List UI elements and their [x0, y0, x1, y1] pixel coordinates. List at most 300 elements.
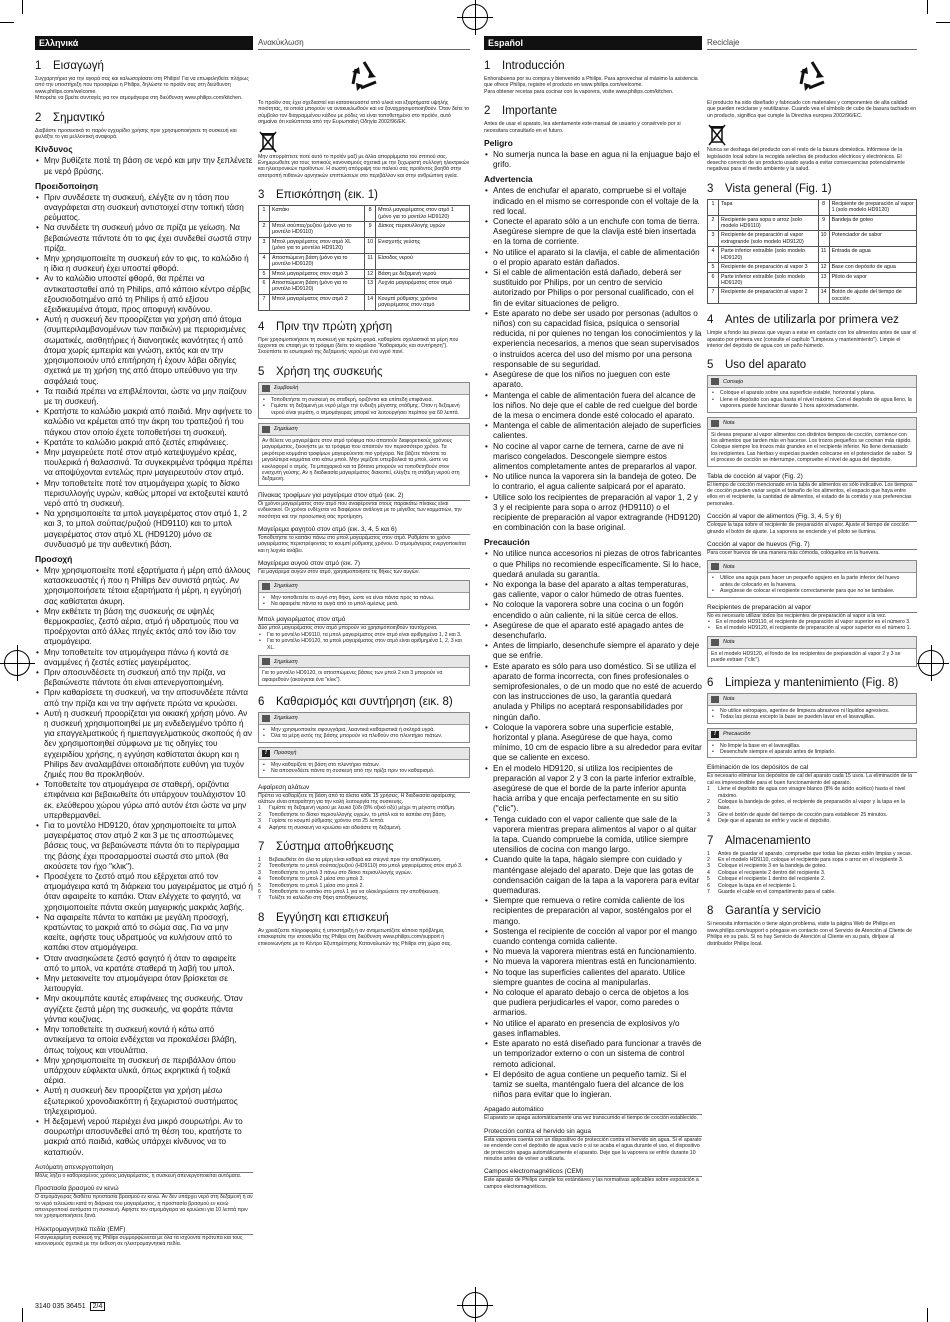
list-item: 4 Coloque el recipiente 2 dentro del recipiente 3. — [707, 869, 826, 876]
parts-table — [707, 199, 917, 304]
list-item: • Να αφαιρείτε πάντα τα αυγά από το μπολ αμέσως μετά. — [262, 601, 466, 607]
warning-heading: Advertencia — [484, 174, 533, 185]
list-item: 1 Antes de guardar el aparato, compruebe que todas las piezas estén limpias y secas. — [707, 850, 913, 857]
warning-list — [484, 186, 702, 533]
paragraph: Πριν χρησιμοποιήσετε τη συσκευή για πρώτη φορά, καθαρίστε σχολαστικά τα μέρη που έρχονται σε επαφή με τα τρόφιμα (δείτε το κεφάλαιο "Καθαρισμός και συντήρηση"). Σκουπίστε το εσωτερικό της δεξαμενής νερού με ένα υγρό πανί. — [258, 336, 459, 356]
section-heading: 7 Σύστημα αποθήκευσης — [258, 840, 394, 853]
section-heading: 5 Uso del aparato — [707, 359, 807, 372]
list-item: • Desenchufe siempre el aparato antes de limpiarlo. — [711, 749, 913, 755]
registration-mark-left — [4, 650, 30, 676]
section-heading: 4 Πριν την πρώτη χρήση — [258, 320, 393, 333]
list-item: • Asegúrese de colocar el recipiente correctamente para que no se tambalee. — [711, 588, 913, 594]
list-item: • Utilice una aguja para hacer un pequeño agujero en la parte inferior del huevo antes de colocarlo en la huevera. — [711, 575, 913, 588]
registration-mark-right — [918, 650, 944, 676]
tip-icon — [262, 385, 270, 392]
paragraph: El tiempo de cocción mencionado en la tabla de alimentos es sólo indicativo. Los tiempos de cocción pueden variar según el tamaño de los alimentos, el espacio que haya entre ellos en el recipiente, la cantidad de alimentos, el estado de la comida y sus preferencias personales. — [707, 481, 913, 507]
list-item: • Coloque la vaporera sobre una superficie estable, horizontal y plana. Asegúrese de que haya, como mínimo, 10 cm de espacio libre a su alrededor para evitar que se caliente en exceso. — [484, 723, 702, 764]
note-box: Nota Si desea preparar al vapor alimentos con distintos tiempos de cocción, comience con los alimentos que tarden más en hacerse. Los trozos pequeños se cocinan más rápido. Coloque siempre los trozos más grandes en el recipiente inferior. No llene demasiado los recipientes. Las hierbas y especias pueden colocarse en el potenciador de sabor. Si el proceso de cocción se interrumpe, compruebe el nivel de agua del depósito. — [707, 417, 917, 467]
list-item: • Όταν ανασηκώσετε ζεστό φαγητό ή όταν το αφαιρείτε από το μπολ, να κρατάτε σταθερά τη λαβή του μπολ. — [35, 954, 253, 974]
list-item: • Αυτή η συσκευή δεν προορίζεται για χρήση από άτομα (συμπεριλαμβανομένων των παιδιών) με περιορισμένες σωματικές, αισθητήριες ή διανοητικές ικανότητες ή από άτομα χωρίς εμπειρία και γνώση, εκτός και αν την χρησιμοποιούν υπό επιτήρηση ή έχουν λάβει οδηγίες σχετικά με τη χρήση της από άτομο υπεύθυνο για την ασφάλειά τους. — [35, 315, 253, 386]
crop-mark — [22, 0, 23, 14]
list-item: 7 Guarde el cable en el compartimento para el cable. — [707, 889, 836, 895]
table-row — [708, 247, 917, 263]
part-name: Recipiente de preparación al vapor extragrande (solo modelo HD9120) — [719, 231, 819, 247]
paragraph: Ο ατμομάγειρας διαθέτει προστασία βρασμού εν κενώ. Αν δεν υπάρχει νερό στη δεξαμενή ή αν το νερό τελειώσει κατά τη διάρκεια του μαγειρέματος, η προστασία βρασμού εν κενώ απενεργοποιεί αυτόματα τη συσκευή. Αφήστε τον ατμομάγειρα να κρυώσει για 10 λεπτά πριν τον χρησιμοποιήσετε ξανά. — [35, 1194, 253, 1220]
list-item: 2 En el modelo HD9110, coloque el recipiente para sopa o arroz en el recipiente 3. — [707, 856, 904, 863]
subsection-title: Προστασία βρασμού εν κενώ — [35, 1185, 253, 1194]
paragraph: Για μαγείρεμα αυγών στον ατμό, χρησιμοποιήστε τις θήκες των αυγών. — [258, 569, 420, 576]
paragraph: El producto ha sido diseñado y fabricado con materiales y componentes de alta calidad que pueden reciclarse y reutilizarse. Cuando vea el símbolo de cubo de basura tachado en un producto, significa que cumple la Directiva europea 2002/96/EC. — [707, 100, 917, 119]
list-item: • Μην βυθίζετε ποτέ τη βάση σε νερό και μην την ξεπλένετε με νερό βρύσης. — [35, 156, 253, 176]
part-number: 3 — [708, 231, 719, 247]
table-row — [259, 222, 470, 238]
list-item: • Antes de enchufar el aparato, compruebe si el voltaje indicado en el mismo se corresponde con el voltaje de la red local. — [484, 186, 702, 217]
list-item: 2 Coloque la bandeja de goteo, el recipiente de preparación al vapor y la tapa en la base. — [707, 798, 905, 812]
part-name: Λυχνία μαγειρέματος στον ατμό — [376, 278, 470, 294]
crossed-bin-icon — [258, 130, 278, 154]
list-item: • Este aparato no está diseñado para funcionar a través de un temporizador externo o con un sistema de control remoto adicional. — [484, 1039, 702, 1070]
section-heading: 3 Επισκόπηση (εικ. 1) — [258, 189, 378, 202]
part-name: Είσοδος νερού — [376, 253, 470, 269]
storage-steps — [258, 857, 470, 902]
paragraph: Μπορείτε να βρείτε συνταγές για τον ατμομάγειρα στη διεύθυνση www.philips.com/kitchen. — [35, 95, 243, 102]
part-name: Αποσπώμενη βάση (μόνο για το μοντέλο HD9120) — [270, 253, 365, 269]
page-footer — [35, 1302, 105, 1311]
subsection-title: Eliminación de los depósitos de cal — [707, 764, 917, 773]
table-row — [259, 269, 470, 278]
part-number: 5 — [259, 269, 270, 278]
note-box: Σημείωση • Μην τοποθετείτε το αυγό στη θήκη, ώστε να είναι πάντα προς τα πάνω. • Να αφαιρείτε πάντα τα αυγά από το μπολ αμέσως μετά. — [258, 580, 470, 611]
part-number: 7 — [708, 288, 719, 304]
part-number: 8 — [818, 199, 829, 215]
subsection-title: Tabla de cocción al vapor (Fig. 2) — [707, 473, 917, 482]
list-item: • Este aparato es sólo para uso doméstico. Si se utiliza el aparato de forma incorrecta, con fines profesionales o semiprofesionales, o de un modo que no esté de acuerdo con las instrucciones de uso, la garantía quedará anulada y Philips no aceptará responsabilidades por ningún daño. — [484, 662, 702, 723]
list-item: 3 Coloque el recipiente 3 en la bandeja de goteo. — [707, 863, 827, 870]
recycle-icon — [707, 58, 917, 94]
note-icon — [262, 715, 270, 722]
danger-heading: Peligro — [484, 138, 513, 149]
note-box: Nota • Utilice una aguja para hacer un pequeño agujero en la parte inferior del huevo antes de colocarlo en la huevera. • Asegúrese de colocar el recipiente correctamente para que no se tambalee. — [707, 560, 917, 597]
tip-box: Συμβουλή • Τοποθετήστε τη συσκευή σε σταθερή, οριζόντια και επίπεδη επιφάνεια. • Γεμίστε τη δεξαμενή με νερό μέχρι την ένδειξη μέγιστης στάθμης. Όταν η δεξαμενή νερού είναι γεμάτη, ο ατμομάγειρας μπορεί να λειτουργήσει περίπου για 60 λεπτά. — [258, 382, 470, 419]
subsection-title: Αφαίρεση αλάτων — [258, 784, 470, 793]
part-number: 14 — [818, 288, 829, 304]
part-name: Parte inferior extraíble (solo modelo HD9120) — [719, 247, 819, 263]
list-item: • No sumerja nunca la base en agua ni la enjuague bajo el grifo. — [484, 150, 702, 170]
note-box: Σημείωση • Μην χρησιμοποιείτε σφουγγάρια, λειαντικά καθαριστικά ή σκληρά υγρά. • Όλα τα μέρη εκτός της βάσης μπορούν να πλυθούν στο πλυντήριο πιάτων. — [258, 712, 470, 743]
subsection-title: Μαγείρεμα αυγού στον ατμό (εικ. 7) — [258, 560, 470, 569]
list-item: • Utilice solo los recipientes de preparación al vapor 1, 2 y 3 y el recipiente para sopa o arroz (HD9110) o el recipiente de preparación al vapor extragrande (HD9120) en combinación con la base original. — [484, 493, 702, 534]
paragraph: Si necesita información o tiene algún problema, visite la página Web de Philips en www.philips.com/support o póngase en contacto con el Servicio de Atención al Cliente de Philips en su país. Si no hay Servicio de Atención al Cliente en su país, diríjase al distribuidor Philips local. — [707, 921, 913, 947]
part-number: 13 — [365, 278, 376, 294]
list-item: • Να αποσυνδέετε πάντα τη συσκευή από την πρίζα πριν τον καθαρισμό. — [262, 768, 466, 774]
list-item: • Τοποθετείτε τον ατμομάγειρα σε σταθερή, οριζόντια επιφάνεια και βεβαιωθείτε ότι υπάρχουν τουλάχιστον 10 εκ. ελεύθερου χώρου γύρω από αυτόν έτσι ώστε να μην υπερθερμανθεί. — [35, 780, 253, 821]
subsection-title: Αυτόματη απενεργοποίηση — [35, 1164, 253, 1173]
list-item: • No limpie la base en el lavavajillas. — [711, 743, 913, 749]
note-text: Για το μοντέλο HD9120, οι αποσπώμενες βάσεις των μπολ 2 και 3 μπορούν να αφαιρεθούν (ακούγεται ένα "κλικ"). — [262, 670, 443, 683]
list-item: • Κρατήστε το καλώδιο μακριά από παιδιά. Μην αφήνετε το καλώδιο να κρέμεται από την άκρη του τραπεζιού ή του πάγκου στον οποίο έχετε τοποθετήσει τη συσκευή. — [35, 407, 253, 438]
section-heading: 2 Σημαντικό — [35, 111, 105, 124]
part-number: 1 — [708, 199, 719, 215]
list-item: • No coloque el aparato debajo o cerca de objetos a los que pudiera perjudicarles el vapor, como paredes o armarios. — [484, 988, 702, 1019]
list-item: • Mantenga el cable de alimentación alejado de superficies calientes. — [484, 421, 702, 441]
part-name: Base con depósito de agua — [829, 263, 916, 272]
list-item: 1 Βεβαιωθείτε ότι όλα τα μέρη είναι καθαρά και στεγνά πριν την αποθήκευση. — [258, 856, 442, 863]
subsection-title: Protección contra el hervido sin agua — [484, 1128, 702, 1137]
caution-box: ! Precaución • No limpie la base en el lavavajillas. • Desenchufe siempre el aparato antes de limpiarlo. — [707, 728, 917, 759]
list-item: • Asegúrese de que el aparato esté apagado antes de desenchufarlo. — [484, 621, 702, 641]
list-item: • Πριν καθαρίσετε τη συσκευή, να την αποσυνδέετε πάντα από την πρίζα και να την αφήνετε πρώτα να κρυώσει. — [35, 688, 253, 708]
list-item: • Τα παιδιά πρέπει να επιβλέπονται, ώστε να μην παίζουν με τη συσκευή. — [35, 387, 253, 407]
paragraph: Este aparato de Philips cumple los estándares y las normativas aplicables sobre exposición a campos electromagnéticos. — [484, 1177, 699, 1190]
part-number: 1 — [259, 206, 270, 222]
list-item: • Πριν αποσυνδέσετε τη συσκευή από την πρίζα, να βεβαιώνεστε πάντοτε ότι είναι απενεργοποιημένη. — [35, 668, 253, 688]
list-item: 2 Τοποθετήστε το μπολ σούπας/ρυζιού (HD9110) στο μπολ μαγειρέματος στον ατμό 3. — [258, 863, 463, 870]
recycle-icon — [258, 58, 470, 94]
parts-table — [258, 205, 470, 310]
part-number: 11 — [365, 253, 376, 269]
part-name: Καπάκι — [270, 206, 365, 222]
paragraph: Limpie a fondo las piezas que vayan a estar en contacto con los alimentos antes de usar el aparato por primera vez (consulte el capítulo "Limpieza y mantenimiento"). Limpie el interior del depósito de agua con un paño húmedo. — [707, 330, 917, 349]
subsection-title: Cocción al vapor de huevos (Fig. 7) — [707, 541, 917, 550]
list-item: • Conecte el aparato sólo a un enchufe con toma de tierra. Asegúrese siempre de que la clavija esté bien insertada en la toma de corriente. — [484, 217, 702, 248]
registration-mark-top — [462, 4, 488, 30]
part-name: Tapa — [719, 199, 819, 215]
paragraph: Οι χρόνοι μαγειρέματος στον ατμό που αναφέρονται στους παρακάτω πίνακες είναι ενδεικτικοί. Οι χρόνοι ενδέχεται να διαφέρουν ανάλογα με το μέγεθος των κομματιών, την ποσότητα και την προσωπική σας προτίμηση. — [258, 500, 462, 520]
list-item: • No mueva la vaporera mientras está en funcionamiento. — [484, 947, 702, 957]
list-item: • Να αφαιρείτε πάντα το καπάκι με μεγάλη προσοχή, κρατώντας το μακριά από το σώμα σας. Για να μην καείτε, αφήστε τους υδρατμούς να κυλήσουν από το καπάκι στον ατμομάγειρα. — [35, 913, 253, 954]
subsection-title: Μαγείρεμα φαγητού στον ατμό (εικ. 3, 4, 5 και 6) — [258, 526, 470, 535]
part-name: Recipiente de preparación al vapor 2 — [719, 288, 819, 304]
list-item: • Μην μετακινείτε τον ατμομάγειρα όταν βρίσκεται σε λειτουργία. — [35, 974, 253, 994]
paragraph: Διαβάστε προσεκτικά το παρόν εγχειρίδιο χρήσης πριν χρησιμοποιήσετε τη συσκευή και φυλάξτε το για μελλοντική αναφορά. — [35, 127, 237, 141]
list-item: • Αν το καλώδιο υποστεί φθορά, θα πρέπει να αντικατασταθεί από τη Philips, από κάποιο κέντρο σέρβις εξουσιοδοτημένο από τη Philips ή από εξίσου εξειδικευμένα άτομα, προς αποφυγή κινδύνου. — [35, 274, 253, 315]
part-number: 2 — [259, 222, 270, 238]
descale-steps — [258, 805, 470, 831]
part-name: Entrada de agua — [829, 247, 916, 263]
note-icon — [262, 426, 270, 433]
caution-box: ! Προσοχή • Μην καθαρίζετε τη βάση στο πλυντήριο πιάτων. • Να αποσυνδέετε πάντα τη συσκευή από την πρίζα πριν τον καθαρισμό. — [258, 747, 470, 778]
paragraph: No es necesario utilizar todos los recipientes de preparación al vapor a la vez. — [707, 612, 887, 619]
part-number: 6 — [708, 272, 719, 288]
crop-mark — [927, 0, 928, 14]
paragraph: Δύο μπολ μαγειρέματος στον ατμό μπορούν να χρησιμοποιηθούν ταυτόχρονα. — [258, 625, 438, 632]
paragraph: El aparato se apaga automáticamente una vez transcurrido el tiempo de cocción establecido. — [484, 1115, 698, 1122]
note-icon — [262, 583, 270, 590]
list-item: 4 Αφήστε τη συσκευή να κρυώσει και αδειάστε τη δεξαμενή. — [258, 824, 402, 831]
part-number: 8 — [365, 206, 376, 222]
paragraph: Η συγκεκριμένη συσκευή της Philips συμμορφώνεται με όλα τα ισχύοντα πρότυπα και τους κανονισμούς σχετικά με την έκθεση σε ηλεκτρομαγνητικά πεδία. — [35, 1234, 243, 1248]
crossed-bin-icon — [707, 123, 727, 147]
part-number: 9 — [365, 222, 376, 238]
section-heading: 1 Εισαγωγή — [35, 60, 104, 72]
storage-steps — [707, 851, 917, 896]
danger-list — [35, 156, 253, 176]
table-row — [708, 272, 917, 288]
caution-heading: Precaución — [484, 537, 530, 548]
note-icon — [711, 696, 719, 703]
list-item: • Asegúrese de que los niños no jueguen con este aparato. — [484, 370, 702, 390]
list-item: • No utilice nunca accesorios ni piezas de otros fabricantes o que Philips no recomiende específicamente. Si lo hace, quedará anulada su garantía. — [484, 549, 702, 580]
part-name: Μπολ σούπας/ρυζιού (μόνο για το μοντέλο HD9110) — [270, 222, 365, 238]
paragraph: Μην απορρίπτετε ποτέ αυτό το προϊόν μαζί με άλλα απορρίμματα του σπιτιού σας. Ενημερωθείτε για τους τοπικούς κανονισμούς σχετικά με την ξεχωριστή συλλογή ηλεκτρικών και ηλεκτρονικών προϊόντων. Η σωστή απόρριψη του παλιού σας προϊόντος βοηθά στην αποτροπή πιθανών αρνητικών επιπτώσεων στο περιβάλλον και στην ανθρώπινη υγεία. — [258, 153, 470, 179]
list-item: • No mueva la vaporera mientras está en funcionamiento. — [484, 957, 702, 967]
note-text: Si desea preparar al vapor alimentos con distintos tiempos de cocción, comience con los alimentos que tarden más en hacerse. Los trozos pequeños se cocinan más rápido. Coloque siempre los trozos más grandes en el recipiente inferior. No llene demasiado los recipientes. Las hierbas y especias pueden colocarse en el potenciador de sabor. Si el proceso de cocción se interrumpe, compruebe el nivel de agua del depósito. — [711, 431, 913, 464]
paragraph: Συγχαρητήρια για την αγορά σας και καλωσορίσατε στη Philips! Για να επωφεληθείτε πλήρως από την υποστήριξη που προσφέρει η Philips, δηλώστε το προϊόν σας στη διεύθυνση www.philips.com/welcome. — [35, 76, 249, 95]
crop-mark — [936, 22, 950, 23]
bowls-list — [258, 632, 470, 651]
bowls-list — [707, 619, 917, 632]
part-name: Bandeja de goteo — [829, 215, 916, 231]
table-row — [259, 294, 470, 310]
list-item: • Αυτή η συσκευή δεν προορίζεται για χρήση μέσω εξωτερικού χρονοδιακόπτη ή ξεχωριστού συστήματος τηλεχειρισμού. — [35, 1086, 253, 1117]
section-heading: 2 Importante — [484, 105, 557, 118]
list-item: • Γεμίστε τη δεξαμενή με νερό μέχρι την ένδειξη μέγιστης στάθμης. Όταν η δεξαμενή νερού είναι γεμάτη, ο ατμομάγειρας μπορεί να λειτουργήσει περίπου για 60 λεπτά. — [262, 403, 466, 416]
list-item: • En el modelo HD9120, el recipiente de preparación al vapor superior es el número 1. — [707, 625, 917, 631]
list-item: 3 Γυρίστε το κουμπί ρύθμισης χρόνου στα 25 λεπτά. — [258, 818, 385, 825]
list-item: • Για το μοντέλο HD9120, τα μπολ μαγειρέματος στον ατμό είναι αριθμημένα 1, 2, 3 και XL. — [258, 638, 470, 651]
list-item: • Να συνδέετε τη συσκευή μόνο σε πρίζα με γείωση. Να βεβαιώνεστε πάντοτε ότι το φις έχει συνδεθεί σωστά στην πρίζα. — [35, 223, 253, 254]
greek-column-2 — [258, 36, 470, 947]
note-icon — [711, 563, 719, 570]
part-number: 2 — [708, 215, 719, 231]
table-row — [708, 288, 917, 304]
part-name: Μπολ μαγειρέματος στον ατμό 3 — [270, 269, 365, 278]
crop-mark — [0, 22, 14, 23]
list-item: • Να χρησιμοποιείτε τα μπολ μαγειρέματος στον ατμό 1, 2 και 3, το μπολ σούπας/ρυζιού (HD9110) και το μπολ μαγειρέματος στον ατμό XL (HD9120) μόνο σε συνδυασμό με την αυθεντική βάση. — [35, 509, 253, 550]
part-number: 4 — [259, 253, 270, 269]
list-item: • No cocine al vapor carne de ternera, carne de ave ni marisco congelados. Descongele siempre estos alimentos completamente antes de prepararlos al vapor. — [484, 442, 702, 473]
list-item: • Este aparato no debe ser usado por personas (adultos o niños) con su capacidad física, psíquica o sensorial reducida, ni por quienes no tengan los conocimientos y la experiencia necesarios, a menos que sean supervisados o instruidos acerca del uso del mismo por una persona responsable de su seguridad. — [484, 309, 702, 370]
list-item: • Todas las piezas excepto la base se pueden lavar en el lavavajillas. — [711, 714, 913, 720]
section-heading: 6 Καθαρισμός και συντήρηση (εικ. 8) — [258, 695, 453, 708]
note-text: En el modelo HD9120, el fondo de los recipientes de preparación al vapor 2 y 3 se puede extraer ("clic"). — [711, 650, 901, 664]
note-icon — [711, 639, 719, 646]
paragraph: Es necesario eliminar los depósitos de cal del aparato cada 15 usos. La eliminación de la cal es imprescindible para el buen funcionamiento del aparato. — [707, 773, 913, 786]
section-heading: 4 Antes de utilizarla por primera vez — [707, 314, 899, 327]
part-name: Botón de ajuste del tiempo de cocción — [829, 288, 916, 304]
subsection-title: Πίνακας τροφίμων για μαγείρεμα στον ατμό (εικ. 2) — [258, 492, 470, 501]
list-item: • Coloque el aparato sobre una superficie estable, horizontal y plana. — [711, 390, 913, 396]
table-row — [708, 263, 917, 272]
list-item: 6 Τοποθετήστε το καπάκι στο μπολ 1 για να ολοκληρώσετε την αποθήκευση. — [258, 889, 440, 895]
language-header: Ελληνικά — [35, 36, 253, 50]
greek-column-1 — [35, 36, 253, 1248]
list-item: • Πριν συνδέσετε τη συσκευή, ελέγξτε αν η τάση που αναγράφεται στη συσκευή αντιστοιχεί στην τοπική τάση ρεύματος. — [35, 193, 253, 224]
list-item: • El depósito de agua contiene un pequeño tamiz. Si el tamiz se suelta, manténgalo fuera del alcance de los niños para evitar que lo ingieran. — [484, 1070, 702, 1101]
weee-block — [707, 123, 917, 147]
paragraph: Coloque la tapa sobre el recipiente de preparación al vapor. Ajuste el tiempo de cocción girando el botón de ajuste. La vaporera se enciende y el piloto se ilumina. — [707, 522, 909, 535]
section-heading: 1 Introducción — [484, 60, 565, 72]
list-item: 4 Deje que el aparato se enfríe y vacíe el depósito. — [707, 818, 831, 825]
list-item: • Tenga cuidado con el vapor caliente que sale de la vaporera mientras prepara alimentos al vapor o al quitar la tapa. Cuando compruebe la comida, utilice siempre utensilios de cocina con mango largo. — [484, 815, 702, 856]
table-row — [259, 278, 470, 294]
list-item: • Τοποθετήστε τη συσκευή σε σταθερή, οριζόντια και επίπεδη επιφάνεια. — [262, 397, 466, 403]
part-number: 6 — [259, 278, 270, 294]
subsection-title: Campos electromagnéticos (CEM) — [484, 1168, 702, 1177]
paragraph: Πρέπει να καθαρίζετε τη βάση από τα άλατα κάθε 15 χρήσεις. Η διαδικασία αφαίρεσης αλάτων είναι απαραίτητη για την καλή λειτουργία της συσκευής. — [258, 792, 456, 805]
list-item: • No utilice nunca la vaporera sin la bandeja de goteo. De lo contrario, el agua caliente salpicará por el aparato. — [484, 472, 702, 492]
paragraph: Esta vaporera cuenta con un dispositivo de protección contra el hervido sin agua. Si el aparato se enciende con el depósito de agua vacío o si se acaba el agua durante el uso, el dispositivo de protección apaga automáticamente el aparato. Deje que la vaporera se enfríe durante 10 minutos antes de volver a utilizarla. — [484, 1136, 702, 1162]
table-row — [259, 206, 470, 222]
list-item: • Cuando quite la tapa, hágalo siempre con cuidado y manténgase alejado del aparato. Deje que las gotas de condensación caigan de la tapa a la vaporera para evitar quemaduras. — [484, 855, 702, 896]
part-number: 4 — [708, 247, 719, 263]
list-item: 4 Τοποθετήστε το μπολ 2 μέσα στο μπολ 3. — [258, 876, 364, 883]
note-box: Nota En el modelo HD9120, el fondo de los recipientes de preparación al vapor 2 y 3 se puede extraer ("clic"). — [707, 636, 917, 667]
list-item: • Μην χρησιμοποιείτε τη συσκευή εάν το φις, το καλώδιο ή η ίδια η συσκευή έχει υποστεί φθορά. — [35, 254, 253, 274]
list-item: • Llene el depósito con agua hasta el nivel máximo. Con el depósito de agua lleno, la vaporera puede funcionar durante 1 hora aproximadamente. — [711, 397, 913, 410]
list-item: • Antes de limpiarlo, desenchufe siempre el aparato y deje que se enfríe. — [484, 641, 702, 661]
part-name: Recipiente para sopa o arroz (solo modelo HD9110) — [719, 215, 819, 231]
caution-list — [35, 566, 253, 1158]
part-name: Κουμπί ρύθμισης χρόνου μαγειρέματος στον ατμό — [376, 294, 470, 310]
section-heading: 5 Χρήση της συσκευής — [258, 365, 383, 378]
part-number: 7 — [259, 294, 270, 310]
part-number: 3 — [259, 237, 270, 253]
list-item: • Η δεξαμενή νερού περιέχει ένα μικρό σουρωτήρι. Αν το σουρωτήρι αποσυνδεθεί από τη θέση του, κρατήστε το μακριά από παιδιά, καθώς υπάρχει κίνδυνος να το καταπιούν. — [35, 1117, 253, 1158]
section-heading: 8 Εγγύηση και επισκευή — [258, 911, 389, 924]
warning-icon: ! — [711, 731, 719, 738]
page-number: 2/4 — [90, 1302, 106, 1311]
descale-steps — [707, 786, 917, 824]
note-box: Σημείωση Για το μοντέλο HD9120, οι αποσπώμενες βάσεις των μπολ 2 και 3 μπορούν να αφαιρεθούν (ακούγεται ένα "κλικ"). — [258, 655, 470, 686]
section-heading: 7 Almacenamiento — [707, 834, 811, 847]
recycling-header: Ανακύκλωση — [258, 36, 470, 50]
list-item: • Μην τοποθετείτε το αυγό στη θήκη, ώστε να είναι πάντα προς τα πάνω. — [262, 595, 466, 601]
list-item: • No exponga la base del aparato a altas temperaturas, gas caliente, vapor o calor húmedo de otras fuentes. — [484, 580, 702, 600]
table-row — [259, 253, 470, 269]
list-item: • Μην εκθέτετε τη βάση της συσκευής σε υψηλές θερμοκρασίες, ζεστό αέρια, ατμό ή υδρατμούς που να προέρχονται από άλλες πηγές εκτός από τον ίδιο τον ατμομάγειρα. — [35, 607, 253, 648]
crop-mark — [22, 1308, 23, 1322]
part-number: 12 — [365, 269, 376, 278]
warning-icon: ! — [262, 750, 270, 757]
list-item: • No toque las superficies calientes del aparato. Utilice siempre guantes de cocina al manipularlas. — [484, 968, 702, 988]
list-item: • Όλα τα μέρη εκτός της βάσης μπορούν να πλυθούν στο πλυντήριο πιάτων. — [262, 733, 466, 739]
section-heading: 6 Limpieza y mantenimiento (Fig. 8) — [707, 676, 899, 689]
list-item: • Μην χρησιμοποιείτε σφουγγάρια, λειαντικά καθαριστικά ή σκληρά υγρά. — [262, 727, 466, 733]
subsection-title: Ηλεκτρομαγνητικά πεδία (EMF) — [35, 1226, 253, 1235]
part-number: 10 — [818, 231, 829, 247]
part-number: 11 — [818, 247, 829, 263]
list-item: 3 Gire el botón de ajuste del tiempo de cocción para establecer 25 minutos. — [707, 811, 888, 818]
list-item: • Για το μοντέλο HD9110, τα μπολ μαγειρέματος στον ατμό είναι αριθμημένα 1, 2 και 3. — [258, 632, 470, 638]
list-item: 3 Τοποθετήστε το μπολ 3 πάνω στο δίσκο περισυλλογής υγρών. — [258, 869, 412, 876]
weee-block — [258, 130, 470, 154]
paragraph: Αν χρειάζεστε πληροφορίες ή υποστήριξη ή αν αντιμετωπίζετε κάποιο πρόβλημα, επισκεφτείτε την ιστοσελίδα της Philips στη διεύθυνση www.philips.com/support ή επικοινωνήστε με το Κέντρο Εξυπηρέτησης Καταναλωτών της Philips στη χώρα σας. — [258, 927, 452, 947]
crop-mark — [927, 1308, 928, 1322]
part-number: 14 — [365, 294, 376, 310]
caution-list — [484, 549, 702, 1100]
warning-list — [35, 193, 253, 550]
paragraph: Μόλις λήξει ο καθορισμένος χρόνος μαγειρέματος, η συσκευή απενεργοποιείται αυτόματα. — [35, 1172, 242, 1179]
caution-heading: Προσοχή — [35, 553, 73, 564]
list-item: • Μην ακουμπάτε καυτές επιφάνειες της συσκευής. Όταν αγγίζετε ζεστά μέρη της συσκευής, να φοράτε πάντα γάντια κουζίνας. — [35, 994, 253, 1025]
part-name: Μπολ μαγειρέματος στον ατμό 1 (μόνο για το μοντέλο HD9120) — [376, 206, 470, 222]
danger-heading: Κίνδυνος — [35, 144, 73, 155]
subsection-title: Apagado automático — [484, 1106, 702, 1115]
list-item: 1 Γεμίστε τη δεξαμενή νερού με λευκό ξύδι (8% οξικό οξύ) μέχρι τη μέγιστη στάθμη. — [258, 805, 456, 812]
note-icon — [711, 420, 719, 427]
part-name: Μπολ μαγειρέματος στον ατμό 2 — [270, 294, 365, 310]
list-item: • No coloque la vaporera sobre una cocina o un fogón encendido o aún caliente, ni la sitúe cerca de ellos. — [484, 600, 702, 620]
paragraph: Τοποθετήστε το καπάκι πάνω στο μπολ μαγειρέματος στον ατμό. Ρυθμίστε το χρόνο μαγειρέματος περιστρέφοντας το κουμπί ρύθμισης χρόνου. Ο ατμομάγειρας ενεργοποιείται και η λυχνία ανάβει. — [258, 535, 466, 554]
warning-heading: Προειδοποίηση — [35, 180, 99, 191]
part-number: 13 — [818, 272, 829, 288]
paragraph: Enhorabuena por su compra y bienvenido a Philips. Para aprovechar al máximo la asistencia que ofrece Philips, registre el producto en www.philips.com/welcome. — [484, 76, 698, 89]
part-name: Βάση με δεξαμενή νερού — [376, 269, 470, 278]
list-item: • Για το μοντέλο HD9120, όταν χρησιμοποιείτε τα μπολ μαγειρέματος στον ατμό 2 και 3 με τις αποσπώμενες βάσεις τους, να βεβαιώνεστε πάντα ότι το περίγραμμα της βάσης έχει προσαρμοστεί σωστά στο μπολ (θα ακούσετε τον ήχο "κλικ"). — [35, 821, 253, 872]
part-number: 9 — [818, 215, 829, 231]
list-item: • Μην τοποθετείτε τη συσκευή κοντά ή κάτω από αντικείμενα τα οποία ενδέχεται να προκαλέσει βλάβη, όπως τοίχους και ντουλάπια. — [35, 1025, 253, 1056]
list-item: • Μην καθαρίζετε τη βάση στο πλυντήριο πιάτων. — [262, 762, 466, 768]
part-name: Μπολ μαγειρέματος στον ατμό XL (μόνο για το μοντέλο HD9120) — [270, 237, 365, 253]
part-name: Piloto de vapor — [829, 272, 916, 288]
list-item: • Αυτή η συσκευή προορίζεται για οικιακή χρήση μόνο. Αν η συσκευή χρησιμοποιηθεί με μη ενδεδειγμένο τρόπο ή για επαγγελματικούς ή ημιεπαγγελματικούς σκοπούς ή αν δεν χρησιμοποιηθεί σύμφωνα με τις οδηγίες του εγχειριδίου χρήσης, η εγγύηση καθίσταται άκυρη και η Philips δεν αναλαμβάνει οποιαδήποτε ευθύνη για τυχόν ζημιές που θα προκληθούν. — [35, 709, 253, 780]
paragraph: Para cocer huevos de una manera más cómoda, colóquelos en la huevera. — [707, 550, 880, 557]
list-item: 2 Τοποθετήστε το δίσκο περισυλλογής υγρών, το μπολ και το καπάκι στη βάση. — [258, 811, 447, 818]
list-item: • Μην μαγειρεύετε ποτέ στον ατμό κατεψυγμένο κρέας, πουλερικά ή θαλασσινά. Τα συγκεκριμένα τρόφιμα πρέπει να αποψύχονται εντελώς πριν μαγειρευτούν στον ατμό. — [35, 448, 253, 479]
list-item: • Sostenga el recipiente de cocción al vapor por el mango cuando contenga comida caliente. — [484, 927, 702, 947]
list-item: 6 Coloque la tapa en el recipiente 1. — [707, 882, 797, 889]
list-item: • En el modelo HD9120, si utiliza los recipientes de preparación al vapor 2 y 3 con la parte inferior extraíble, asegúrese de que el borde de la parte inferior apunta hacia arriba y que encaja perfectamente en su sitio ("clic"). — [484, 764, 702, 815]
list-item: • Si el cable de alimentación está dañado, deberá ser sustituido por Philips, por un centro de servicio autorizado por Philips o por personal cualificado, con el fin de evitar situaciones de peligro. — [484, 268, 702, 309]
list-item: • Μην χρησιμοποιείτε τη συσκευή σε περιβάλλον όπου υπάρχουν εύφλεκτα υλικά, όπως εκρηκτικά ή τοξικά αέρια. — [35, 1056, 253, 1087]
note-text: Αν θέλετε να μαγειρέψετε στον ατμό τρόφιμα που απαιτούν διαφορετικούς χρόνους μαγειρέματος, ξεκινήστε με τα τρόφιμα που απαιτούν τον περισσότερο χρόνο. Τα μικρότερα κομμάτια τροφίμων μαγειρεύονται πιο γρήγορα. Να βάζετε πάντοτε τα μεγαλύτερα κομμάτια στο κάτω μπολ. Μην γεμίζετε υπερβολικά τα μπολ, ώστε να κυκλοφορεί ο ατμός. Τα μπαχαρικά και τα βότανα μπορούν να τοποθετηθούν στον ενισχυτή γεύσης. Αν η διαδικασία μαγειρέματος διακοπεί, ελέγξτε τη στάθμη νερού στη δεξαμενή. — [262, 437, 460, 483]
paragraph: Το προϊόν σας έχει σχεδιαστεί και κατασκευαστεί από υλικά και εξαρτήματα υψηλής ποιότητας, τα οποία μπορούν να ανακυκλωθούν και να ξαναχρησιμοποιηθούν. Όταν δείτε το σύμβολο τον διαγραμμένου κάδου με ρόδες να είναι τοποθετημένο στο προϊόν, αυτό σημαίνει ότι καλύπτεται από την Ευρωπαϊκή Οδηγία 2002/96/ΕΚ. — [258, 100, 470, 126]
subsection-title: Cocción al vapor de alimentos (Fig. 3, 4, 5 y 6) — [707, 513, 917, 522]
part-name: Potenciador de sabor — [829, 231, 916, 247]
list-item: 5 Coloque el recipiente 1 dentro del recipiente 2. — [707, 876, 826, 883]
part-name: Recipiente de preparación al vapor 1 (solo modelo HD9120) — [829, 199, 916, 215]
note-icon — [262, 658, 270, 665]
subsection-title: Recipientes de preparación al vapor — [707, 604, 917, 613]
part-name: Recipiente de preparación al vapor 3 — [719, 263, 819, 272]
spanish-column-2 — [707, 36, 917, 947]
list-item: • Mantenga el cable de alimentación fuera del alcance de los niños. No deje que el cable de red cuelgue del borde de la mesa o encimera donde esté colocado el aparato. — [484, 391, 702, 422]
list-item: • Προσέχετε το ζεστό ατμό που εξέρχεται από τον ατμομάγειρα κατά τη διάρκεια του μαγειρέματος με ατμό ή όταν αφαιρείτε το καπάκι. Όταν ελέγχετε το φαγητό, να χρησιμοποιείτε πάντα σκεύη μαγειρικής μακριάς λαβής. — [35, 872, 253, 913]
danger-list — [484, 150, 702, 170]
section-heading: 3 Vista general (Fig. 1) — [707, 182, 832, 195]
section-heading: 8 Garantía y servicio — [707, 905, 821, 918]
part-number: 12 — [818, 263, 829, 272]
list-item: • No utilice el aparato en presencia de explosivos y/o gases inflamables. — [484, 1019, 702, 1039]
subsection-title: Μπολ μαγειρέματος στον ατμό — [258, 616, 470, 625]
part-name: Αποσπώμενη βάση (μόνο για το μοντέλο HD9120) — [270, 278, 365, 294]
document-code: 3140 035 36451 — [35, 1303, 86, 1310]
list-item: • Μην τοποθετείτε ποτέ τον ατμομάγειρα χωρίς το δίσκο περισυλλογής υγρών, καθώς μπορεί να εκτοξευτεί καυτό νερό από τη συσκευή. — [35, 479, 253, 510]
note-box: Nota • No utilice estropajos, agentes de limpieza abrasivos ni líquidos agresivos. • Todas las piezas excepto la base se pueden lavar en el lavavajillas. — [707, 693, 917, 724]
table-row — [708, 231, 917, 247]
recycling-header: Reciclaje — [707, 36, 917, 50]
registration-mark-bottom — [462, 1292, 488, 1318]
list-item: 1 Llene el depósito de agua con vinagre blanco (8% de ácido acético) hasta el nivel máximo. — [707, 786, 906, 799]
table-row — [708, 215, 917, 231]
part-name: Ενισχυτής γεύσης — [376, 237, 470, 253]
table-row — [259, 237, 470, 253]
paragraph: Para obtener recetas para cocinar con la vaporera, visite www.philips.com/kitchen. — [484, 88, 674, 95]
table-row — [708, 199, 917, 215]
language-header: Español — [484, 36, 702, 50]
part-number: 5 — [708, 263, 719, 272]
list-item: • Μην χρησιμοποιείτε ποτέ εξαρτήματα ή μέρη από άλλους κατασκευαστές ή που η Philips δεν συνιστά ρητώς. Αν χρησιμοποιήσετε τέτοια εξαρτήματα ή μέρη, η εγγύησή σας καθίσταται άκυρη. — [35, 566, 253, 607]
list-item: • En el modelo HD9110, el recipiente de preparación al vapor superior es el número 3. — [707, 619, 917, 625]
part-number: 10 — [365, 237, 376, 253]
tip-box: Consejo • Coloque el aparato sobre una superficie estable, horizontal y plana. • Llene el depósito con agua hasta el nivel máximo. Con el depósito de agua lleno, la vaporera puede funcionar durante 1 hora aproximadamente. — [707, 375, 917, 412]
paragraph: Antes de usar el aparato, lea atentamente este manual de usuario y consérvelo por si necesitara consultarlo en el futuro. — [484, 121, 681, 134]
list-item: • Siempre que remueva o retire comida caliente de los recipientes de preparación al vapor, sosténgalos por el mango. — [484, 896, 702, 927]
list-item: • Κρατάτε το καλώδιο μακριά από ζεστές επιφάνειες. — [35, 438, 253, 448]
list-item: • Μην τοποθετείτε τον ατμομάγειρα πάνω ή κοντά σε αναμμένες ή ζεστές εστίες μαγειρέματος. — [35, 648, 253, 668]
list-item: 5 Τοποθετήστε το μπολ 1 μέσα στο μπολ 2. — [258, 882, 364, 889]
